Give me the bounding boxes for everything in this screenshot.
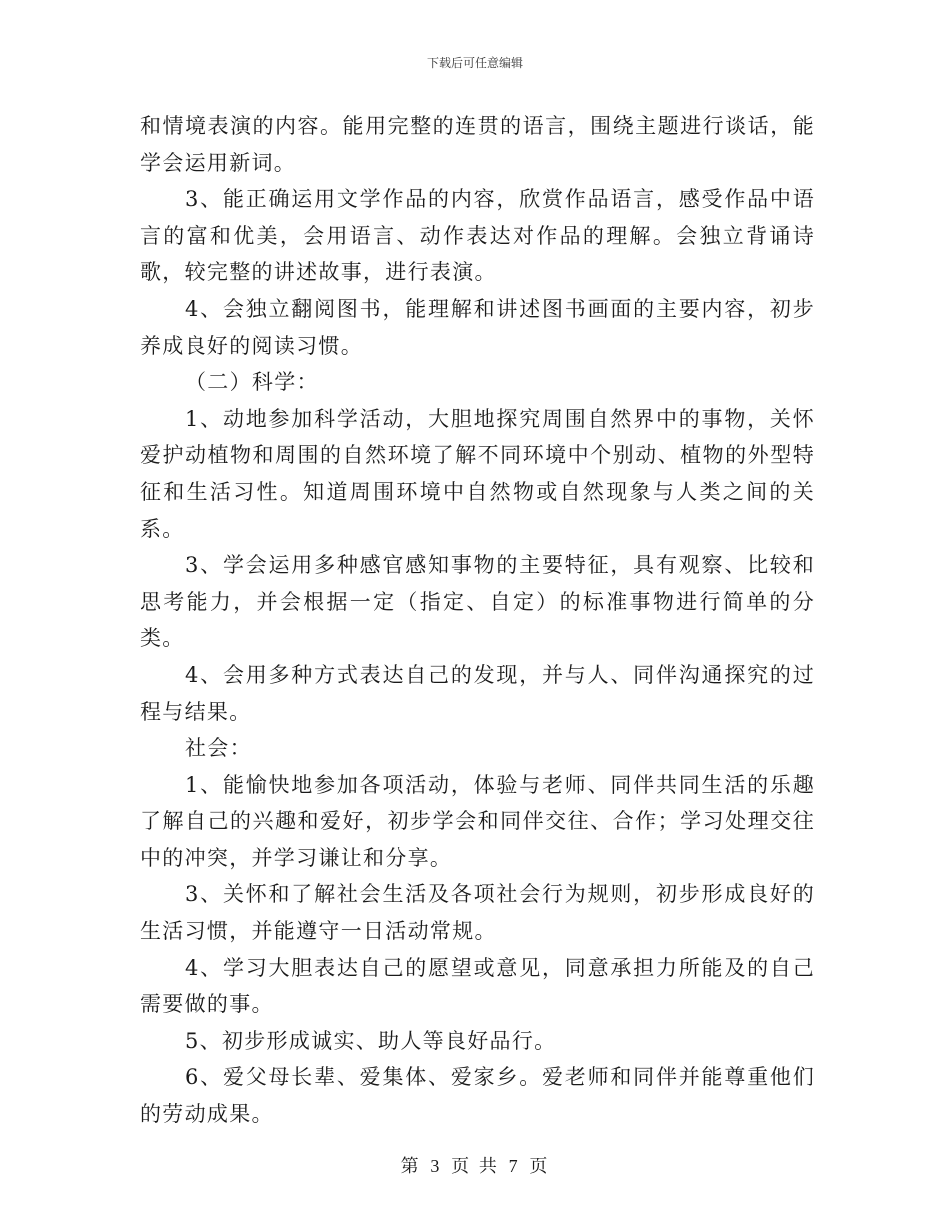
section-heading-science: （二）科学： xyxy=(185,370,319,395)
footer-total-pages: 7 xyxy=(508,1156,520,1176)
paragraph-language-goal-3: 3、能正确运用文学作品的内容，欣赏作品语言，感受作品中语言的富和优美，会用语言、动作表达对作品的理解。会独立背诵诗歌，较完整的讲述故事，进行表演。 xyxy=(140,187,815,285)
paragraph-society-goal-6: 6、爱父母长辈、爱集体、爱家乡。爱老师和同伴并能尊重他们的劳动成果。 xyxy=(140,1065,815,1127)
paragraph-language-continued: 和情境表演的内容。能用完整的连贯的语言，围绕主题进行谈话，能学会运用新词。 xyxy=(140,114,815,175)
page-footer xyxy=(0,1152,950,1178)
paragraph-society-goal-4: 4、学习大胆表达自己的愿望或意见，同意承担力所能及的自己需要做的事。 xyxy=(140,955,815,1017)
section-heading-society: 社会： xyxy=(185,736,252,761)
footer-prefix: 第 xyxy=(400,1156,421,1177)
paragraph-society-goal-1: 1、能愉快地参加各项活动，体验与老师、同伴共同生活的乐趣了解自己的兴趣和爱好，初步学会和同伴交往、合作；学习处理交往中的冲突，并学习谦让和分享。 xyxy=(140,772,815,870)
document-body xyxy=(140,108,815,1133)
footer-page-number: 3 xyxy=(430,1156,442,1176)
footer-suffix: 页 xyxy=(529,1156,550,1177)
paragraph-society-goal-5: 5、初步形成诚实、助人等良好品行。 xyxy=(185,1028,557,1053)
paragraph-science-goal-1: 1、动地参加科学活动，大胆地探究周围自然界中的事物，关怀爱护动植物和周围的自然环境了解不同环境中个别动、植物的外型特征和生活习性。知道周围环境中自然物或自然现象与人类之间的关系。 xyxy=(140,406,815,541)
page-header: 下载后可任意编辑 xyxy=(426,56,523,70)
paragraph-language-goal-4: 4、会独立翻阅图书，能理解和讲述图书画面的主要内容，初步养成良好的阅读习惯。 xyxy=(140,296,815,358)
footer-middle: 页 共 xyxy=(451,1156,499,1177)
paragraph-science-goal-3: 3、学会运用多种感官感知事物的主要特征，具有观察、比较和思考能力，并会根据一定（指定、自定）的标准事物进行简单的分类。 xyxy=(140,553,815,651)
paragraph-society-goal-3: 3、关怀和了解社会生活及各项社会行为规则，初步形成良好的生活习惯，并能遵守一日活动常规。 xyxy=(140,882,815,944)
paragraph-science-goal-4: 4、会用多种方式表达自己的发现，并与人、同伴沟通探究的过程与结果。 xyxy=(140,662,815,724)
